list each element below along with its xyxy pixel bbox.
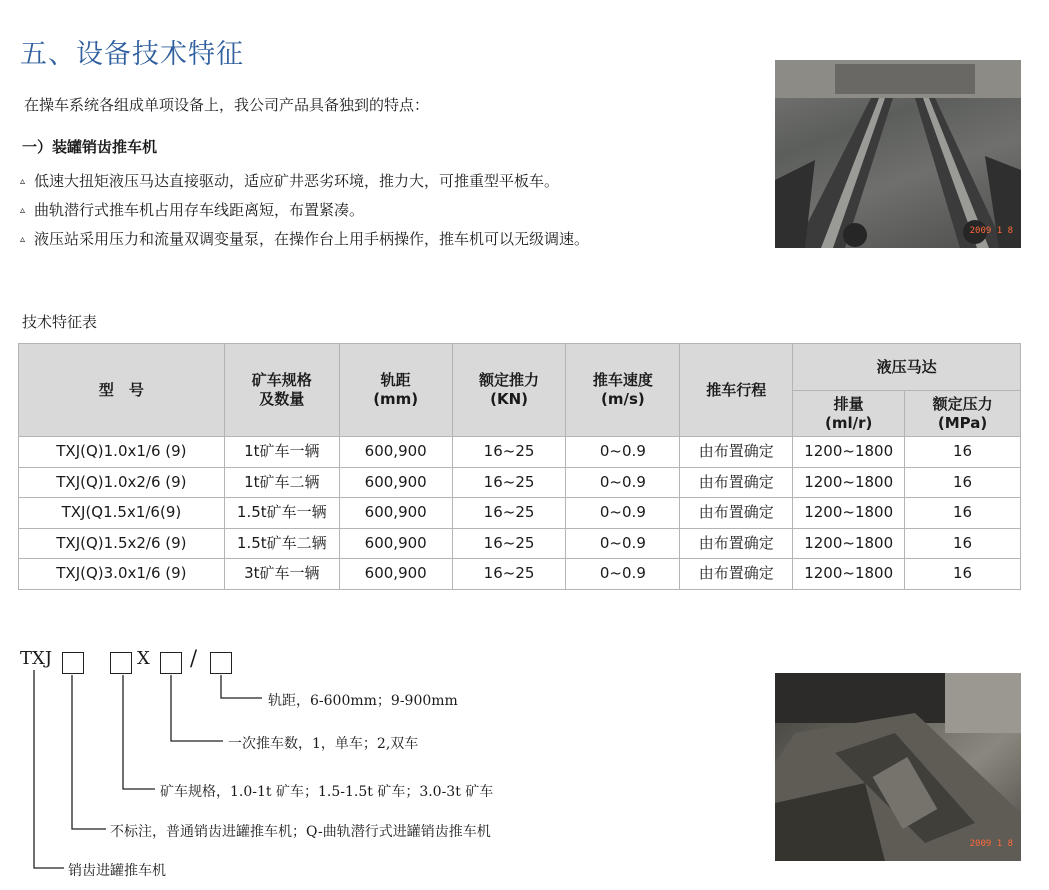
table-row (19, 467, 1021, 498)
header-speed: 推车速度 (m/s) (566, 344, 680, 437)
header-model: 型 号 (19, 344, 225, 437)
feature-bullet (20, 228, 589, 249)
header-rated-pressure: 额定压力 (MPa) (905, 391, 1021, 437)
table-row (19, 559, 1021, 590)
cell-gauge: 600,900 (339, 559, 452, 590)
cell-stroke: 由布置确定 (680, 467, 793, 498)
triangle-bullet-icon: ▵ (20, 234, 26, 245)
cell-car-spec: 3t矿车一辆 (224, 559, 339, 590)
cell-speed: 0~0.9 (566, 467, 680, 498)
cell-pressure: 16 (905, 559, 1021, 590)
photo-rails-illustration (775, 60, 1021, 248)
code-box-car-spec (110, 652, 132, 674)
code-prefix: TXJ (20, 648, 53, 669)
page-title: 五、设备技术特征 (20, 39, 244, 70)
code-slash: / (190, 646, 198, 670)
cell-thrust: 16~25 (452, 559, 566, 590)
header-hydraulic-motor: 液压马达 (793, 344, 1021, 391)
cell-speed: 0~0.9 (566, 528, 680, 559)
equipment-photo-top (775, 60, 1021, 248)
triangle-bullet-icon: ▵ (20, 176, 26, 187)
cell-model: TXJ(Q)1.5x2/6 (9) (19, 528, 225, 559)
cell-stroke: 由布置确定 (680, 528, 793, 559)
table-row (19, 528, 1021, 559)
triangle-bullet-icon: ▵ (20, 205, 26, 216)
equipment-photo-bottom (775, 673, 1021, 861)
section-subheading: 一）装罐销齿推车机 (22, 138, 158, 156)
cell-gauge: 600,900 (339, 498, 452, 529)
code-label-car-spec: 矿车规格，1.0-1t 矿车；1.5-1.5t 矿车；3.0-3t 矿车 (160, 784, 494, 800)
photo-date-stamp: 2009 1 8 (969, 839, 1013, 849)
feature-bullet-text: 曲轨潜行式推车机占用存车线距离短，布置紧凑。 (34, 201, 365, 219)
cell-speed: 0~0.9 (566, 498, 680, 529)
code-label-push-count: 一次推车数，1，单车；2,双车 (228, 736, 419, 752)
photo-date-stamp: 2009 1 8 (969, 226, 1013, 236)
header-gauge: 轨距 (mm) (339, 344, 452, 437)
cell-car-spec: 1.5t矿车二辆 (224, 528, 339, 559)
spec-table (18, 343, 1021, 590)
code-label-product: 销齿进罐推车机 (68, 863, 166, 879)
cell-displacement: 1200~1800 (793, 559, 905, 590)
feature-bullet-text: 液压站采用压力和流量双调变量泵，在操作台上用手柄操作，推车机可以无级调速。 (34, 230, 590, 248)
cell-gauge: 600,900 (339, 467, 452, 498)
cell-stroke: 由布置确定 (680, 498, 793, 529)
header-car-spec: 矿车规格 及数量 (224, 344, 339, 437)
table-row (19, 437, 1021, 468)
code-box-type (62, 652, 84, 674)
photo-machine-illustration (775, 673, 1021, 861)
cell-displacement: 1200~1800 (793, 498, 905, 529)
cell-car-spec: 1t矿车二辆 (224, 467, 339, 498)
table-caption: 技术特征表 (22, 313, 98, 331)
cell-pressure: 16 (905, 437, 1021, 468)
cell-pressure: 16 (905, 528, 1021, 559)
cell-speed: 0~0.9 (566, 559, 680, 590)
feature-bullet (20, 199, 364, 220)
cell-pressure: 16 (905, 498, 1021, 529)
header-thrust: 额定推力 (KN) (452, 344, 566, 437)
cell-thrust: 16~25 (452, 437, 566, 468)
cell-gauge: 600,900 (339, 437, 452, 468)
cell-displacement: 1200~1800 (793, 528, 905, 559)
cell-model: TXJ(Q)3.0x1/6 (9) (19, 559, 225, 590)
feature-bullet (20, 170, 559, 191)
cell-model: TXJ(Q)1.0x1/6 (9) (19, 437, 225, 468)
cell-speed: 0~0.9 (566, 437, 680, 468)
cell-pressure: 16 (905, 467, 1021, 498)
header-displacement: 排量 (ml/r) (793, 391, 905, 437)
code-box-gauge (210, 652, 232, 674)
header-stroke: 推车行程 (680, 344, 793, 437)
intro-text: 在操车系统各组成单项设备上，我公司产品具备独到的特点： (24, 96, 430, 114)
cell-thrust: 16~25 (452, 467, 566, 498)
table-row (19, 498, 1021, 529)
cell-displacement: 1200~1800 (793, 467, 905, 498)
feature-bullet-text: 低速大扭矩液压马达直接驱动，适应矿井恶劣环境，推力大，可推重型平板车。 (34, 172, 560, 190)
cell-model: TXJ(Q)1.0x2/6 (9) (19, 467, 225, 498)
cell-gauge: 600,900 (339, 528, 452, 559)
cell-stroke: 由布置确定 (680, 559, 793, 590)
cell-stroke: 由布置确定 (680, 437, 793, 468)
cell-car-spec: 1t矿车一辆 (224, 437, 339, 468)
code-x: X (137, 648, 150, 669)
cell-displacement: 1200~1800 (793, 437, 905, 468)
cell-thrust: 16~25 (452, 528, 566, 559)
code-label-gauge: 轨距，6-600mm；9-900mm (268, 693, 458, 709)
cell-thrust: 16~25 (452, 498, 566, 529)
code-box-push-count (160, 652, 182, 674)
code-label-type: 不标注，普通销齿进罐推车机；Q-曲轨潜行式进罐销齿推车机 (110, 824, 491, 840)
cell-model: TXJ(Q1.5x1/6(9) (19, 498, 225, 529)
cell-car-spec: 1.5t矿车一辆 (224, 498, 339, 529)
